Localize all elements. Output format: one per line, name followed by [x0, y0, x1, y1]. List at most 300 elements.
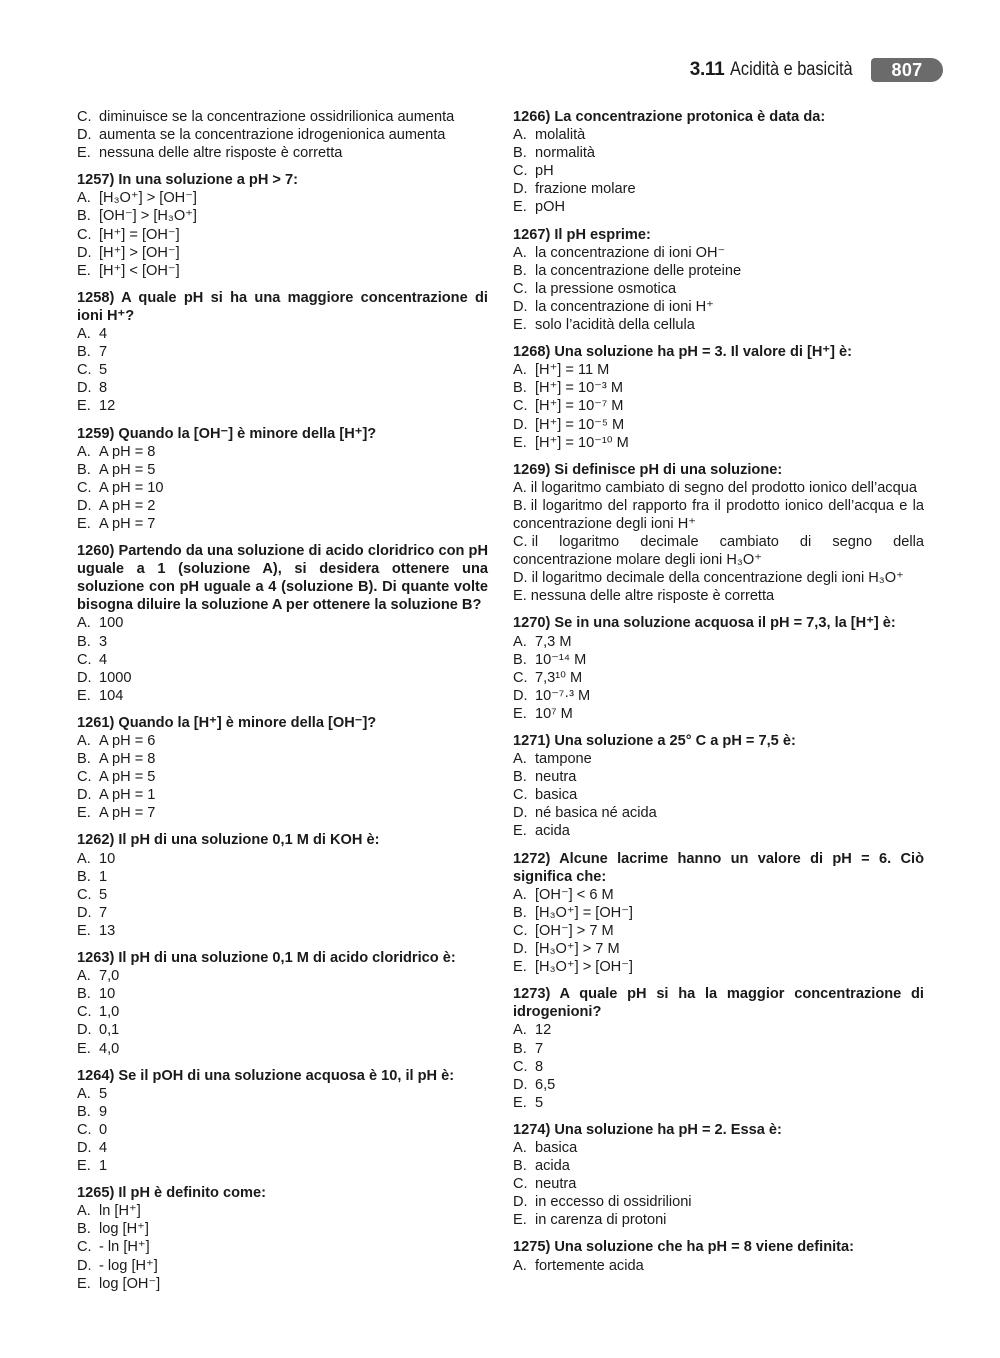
option-text: basica	[535, 1139, 578, 1156]
question-block	[513, 732, 924, 841]
option-letter: D.	[513, 805, 528, 822]
option-letter: D.	[513, 941, 528, 958]
question-block	[77, 1067, 488, 1176]
question-text: 1257) In una soluzione a pH > 7:	[77, 172, 298, 189]
option-text: 4	[99, 326, 108, 343]
option-letter: A.	[77, 443, 91, 460]
option-text: 5	[535, 1094, 544, 1111]
answer-option	[77, 1257, 488, 1275]
option-letter: A.	[77, 850, 91, 867]
option-letter: C.	[77, 651, 92, 668]
option-letter: A.	[77, 1203, 91, 1220]
answer-option	[513, 633, 924, 651]
option-text: 10⁻⁷·³ M	[535, 687, 591, 704]
option-text: A pH = 2	[99, 497, 156, 514]
option-letter: C.	[513, 1176, 528, 1193]
option-text: [H⁺] > [OH⁻]	[99, 244, 180, 261]
answer-option	[77, 651, 488, 669]
question-text: 1269) Si definisce pH di una soluzione:	[513, 461, 783, 478]
option-text: [H⁺] = 10⁻³ M	[535, 380, 623, 397]
option-text: A pH = 10	[99, 479, 164, 496]
question-text: 1270) Se in una soluzione acquosa il pH = 7,3, la [H⁺] è:	[513, 615, 896, 632]
option-letter: C.	[513, 398, 528, 415]
answer-option	[77, 850, 488, 868]
answer-option	[77, 515, 488, 533]
answer-option	[77, 669, 488, 687]
answer-option	[77, 262, 488, 280]
question-block	[77, 289, 488, 416]
option-letter: C.	[77, 886, 92, 903]
option-text: A pH = 8	[99, 443, 156, 460]
option-text: [OH⁻] < 6 M	[535, 886, 614, 903]
option-letter: A.	[513, 1257, 527, 1274]
option-text: - ln [H⁺]	[99, 1239, 150, 1256]
right-column	[513, 108, 924, 1284]
option-letter: B.	[77, 344, 91, 361]
option-letter: B.	[513, 1158, 527, 1175]
left-column	[77, 108, 488, 1302]
option-letter: D.	[77, 127, 92, 144]
answer-option	[77, 750, 488, 768]
answer-option	[77, 985, 488, 1003]
option-text: 5	[99, 886, 108, 903]
answer-option	[77, 361, 488, 379]
answer-option	[77, 343, 488, 361]
option-letter: A.	[77, 968, 91, 985]
option-text: [H⁺] = 11 M	[535, 362, 610, 379]
option-text: la pressione osmotica	[535, 280, 677, 297]
option-letter: D.	[77, 669, 92, 686]
answer-option	[77, 1220, 488, 1238]
option-letter: D.	[513, 687, 528, 704]
answer-option	[77, 868, 488, 886]
answer-option	[513, 1094, 924, 1112]
option-text: [H⁺] = [OH⁻]	[99, 226, 180, 243]
question-text: 1273) A quale pH si ha la maggior concentrazione di idrogenioni?	[513, 986, 924, 1021]
option-letter: B.	[513, 145, 527, 162]
option-letter: D.	[513, 570, 528, 587]
option-letter: B.	[77, 751, 91, 768]
option-text: 1	[99, 1158, 108, 1175]
answer-option	[77, 244, 488, 262]
option-letter: D.	[77, 380, 92, 397]
answer-option	[77, 144, 488, 162]
answer-option	[513, 1040, 924, 1058]
option-text: A pH = 7	[99, 515, 156, 532]
answer-option	[513, 651, 924, 669]
option-letter: D.	[77, 1139, 92, 1156]
answer-option	[513, 497, 924, 533]
option-text: log [H⁺]	[99, 1221, 149, 1238]
answer-option	[77, 1040, 488, 1058]
option-letter: E.	[513, 317, 527, 334]
answer-option	[77, 614, 488, 632]
answer-option	[77, 397, 488, 415]
option-letter: C.	[77, 226, 92, 243]
option-letter: D.	[513, 416, 528, 433]
option-text: 4	[99, 651, 108, 668]
answer-option	[513, 940, 924, 958]
option-letter: A.	[77, 733, 91, 749]
answer-option	[77, 1121, 488, 1139]
option-letter: D.	[513, 181, 528, 198]
option-text: 13	[99, 922, 116, 939]
option-text: 10⁻¹⁴ M	[535, 651, 587, 668]
option-text: 0	[99, 1121, 108, 1138]
answer-option	[513, 922, 924, 940]
answer-option	[513, 786, 924, 804]
option-letter: B.	[513, 497, 527, 514]
answer-option	[77, 886, 488, 904]
answer-option	[513, 886, 924, 904]
option-letter: C.	[513, 163, 528, 180]
answer-option	[77, 497, 488, 515]
answer-option	[513, 262, 924, 280]
answer-option	[513, 768, 924, 786]
option-letter: B.	[513, 904, 527, 921]
question-block	[77, 425, 488, 534]
option-letter: E.	[77, 1158, 91, 1175]
option-text: 100	[99, 615, 124, 632]
question-text: 1271) Una soluzione a 25° C a pH = 7,5 è:	[513, 733, 796, 749]
option-letter: B.	[513, 380, 527, 397]
option-letter: C.	[513, 669, 528, 686]
option-letter: B.	[77, 868, 91, 885]
question-text: 1272) Alcune lacrime hanno un valore di pH = 6. Ciò significa che:	[513, 850, 924, 885]
option-letter: E.	[77, 1040, 91, 1057]
option-letter: A.	[77, 615, 91, 632]
option-text: 7	[99, 904, 108, 921]
question-block	[513, 985, 924, 1112]
answer-option	[77, 108, 488, 126]
question-text: 1268) Una soluzione ha pH = 3. Il valore di [H⁺] è:	[513, 344, 852, 361]
option-letter: C.	[513, 922, 528, 939]
option-letter: B.	[513, 769, 527, 786]
answer-option	[513, 904, 924, 922]
question-block	[513, 343, 924, 452]
option-letter: A.	[77, 1085, 91, 1102]
answer-option	[77, 967, 488, 985]
option-letter: E.	[77, 1275, 91, 1292]
option-letter: C.	[77, 1121, 92, 1138]
answer-option	[513, 587, 924, 605]
option-text: il logaritmo decimale cambiato di segno della concentrazione molare degli ioni H₃O⁺	[513, 534, 924, 569]
option-text: [OH⁻] > [H₃O⁺]	[99, 208, 197, 225]
option-text: 104	[99, 687, 124, 704]
question-block	[513, 108, 924, 217]
option-letter: A.	[77, 190, 91, 207]
option-text: A pH = 8	[99, 751, 156, 768]
option-letter: D.	[513, 1076, 528, 1093]
option-text: A pH = 7	[99, 805, 156, 822]
option-letter: E.	[513, 959, 527, 976]
option-letter: E.	[77, 262, 91, 279]
question-text: 1266) La concentrazione protonica è data da:	[513, 109, 826, 125]
option-letter: A.	[513, 751, 527, 768]
answer-option	[513, 198, 924, 216]
answer-option	[77, 1103, 488, 1121]
option-letter: C.	[77, 769, 92, 786]
answer-option	[77, 732, 488, 750]
question-block	[77, 542, 488, 705]
question-block	[77, 171, 488, 280]
option-text: A pH = 6	[99, 733, 156, 749]
option-text: né basica né acida	[535, 805, 657, 822]
option-text: log [OH⁻]	[99, 1275, 161, 1292]
answer-option	[513, 569, 924, 587]
option-letter: A.	[77, 326, 91, 343]
answer-option	[77, 189, 488, 207]
option-letter: E.	[513, 434, 527, 451]
answer-option	[77, 325, 488, 343]
question-text: 1259) Quando la [OH⁻] è minore della [H⁺]?	[77, 425, 377, 442]
option-letter: C.	[513, 1058, 528, 1075]
option-letter: B.	[77, 208, 91, 225]
option-text: 9	[99, 1103, 108, 1120]
answer-option	[77, 922, 488, 940]
option-text: 10	[99, 986, 116, 1003]
option-letter: B.	[77, 986, 91, 1003]
option-letter: C.	[513, 280, 528, 297]
answer-option	[513, 280, 924, 298]
answer-option	[513, 669, 924, 687]
option-letter: D.	[77, 787, 92, 804]
option-text: [H⁺] = 10⁻⁵ M	[535, 416, 625, 433]
option-text: diminuisce se la concentrazione ossidrilionica aumenta	[99, 109, 455, 125]
question-text: 1265) Il pH è definito come:	[77, 1185, 266, 1202]
answer-option	[513, 958, 924, 976]
option-letter: E.	[77, 805, 91, 822]
answer-option	[513, 1076, 924, 1094]
answer-option	[513, 361, 924, 379]
option-letter: D.	[513, 298, 528, 315]
option-letter: C.	[77, 479, 92, 496]
question-block	[513, 1121, 924, 1230]
answer-option	[513, 1175, 924, 1193]
answer-option	[77, 1275, 488, 1293]
option-text: [H₃O⁺] > [OH⁻]	[535, 959, 633, 976]
option-text: ln [H⁺]	[99, 1203, 141, 1220]
option-text: 1,0	[99, 1004, 120, 1021]
question-text: 1263) Il pH di una soluzione 0,1 M di acido cloridrico è:	[77, 950, 456, 967]
answer-option	[77, 126, 488, 144]
question-text: 1261) Quando la [H⁺] è minore della [OH⁻]?	[77, 714, 377, 731]
option-letter: E.	[513, 588, 527, 605]
answer-option	[513, 379, 924, 397]
option-text: 7	[99, 344, 108, 361]
answer-option	[513, 144, 924, 162]
option-letter: E.	[77, 687, 91, 704]
answer-option	[513, 397, 924, 415]
option-text: [H₃O⁺] > [OH⁻]	[99, 190, 197, 207]
option-text: il logaritmo cambiato di segno del prodotto ionico dell’acqua	[530, 479, 917, 496]
option-text: fortemente acida	[535, 1257, 644, 1274]
option-letter: E.	[77, 515, 91, 532]
option-letter: E.	[513, 1212, 527, 1229]
answer-option	[513, 1021, 924, 1039]
option-text: 7,0	[99, 968, 120, 985]
answer-option	[77, 768, 488, 786]
option-text: aumenta se la concentrazione idrogenionica aumenta	[99, 127, 446, 144]
option-text: pH	[535, 163, 554, 180]
option-text: A pH = 5	[99, 769, 156, 786]
option-text: acida	[535, 823, 570, 840]
option-letter: D.	[77, 1257, 92, 1274]
option-text: il logaritmo decimale della concentrazione degli ioni H₃O⁺	[531, 570, 904, 587]
option-text: la concentrazione di ioni OH⁻	[535, 244, 726, 261]
section-title: Acidità e basicità	[730, 59, 854, 80]
option-text: acida	[535, 1158, 570, 1175]
option-letter: B.	[513, 1040, 527, 1057]
answer-option	[77, 633, 488, 651]
option-letter: B.	[77, 633, 91, 650]
option-letter: A.	[513, 362, 527, 379]
option-letter: B.	[513, 262, 527, 279]
answer-option	[513, 244, 924, 262]
answer-option	[77, 1021, 488, 1039]
option-text: [H⁺] < [OH⁻]	[99, 262, 180, 279]
option-text: la concentrazione di ioni H⁺	[535, 298, 714, 315]
option-letter: C.	[513, 534, 528, 551]
option-letter: D.	[77, 904, 92, 921]
option-letter: E.	[77, 922, 91, 939]
answer-option	[77, 379, 488, 397]
option-text: in carenza di protoni	[535, 1212, 667, 1229]
option-text: A pH = 5	[99, 461, 156, 478]
answer-option	[77, 786, 488, 804]
question-text: 1275) Una soluzione che ha pH = 8 viene definita:	[513, 1239, 855, 1256]
option-letter: C.	[77, 1239, 92, 1256]
option-letter: E.	[77, 145, 91, 162]
option-letter: C.	[77, 1004, 92, 1021]
answer-option	[513, 162, 924, 180]
section-number: 3.11	[689, 59, 725, 80]
option-text: [H⁺] = 10⁻¹⁰ M	[535, 434, 629, 451]
option-text: 0,1	[99, 1022, 120, 1039]
option-text: 12	[535, 1022, 552, 1039]
answer-option	[513, 1211, 924, 1229]
answer-option	[513, 316, 924, 334]
answer-option	[513, 1257, 924, 1275]
option-text: in eccesso di ossidrilioni	[535, 1194, 692, 1211]
option-text: neutra	[535, 1176, 577, 1193]
answer-option	[77, 479, 488, 497]
option-text: 12	[99, 398, 116, 415]
option-letter: B.	[77, 1221, 91, 1238]
question-block	[513, 226, 924, 335]
option-text: solo l’acidità della cellula	[535, 317, 695, 334]
answer-option	[77, 1202, 488, 1220]
option-text: [H₃O⁺] > 7 M	[535, 941, 620, 958]
option-letter: E.	[513, 1094, 527, 1111]
answer-option	[77, 207, 488, 225]
question-block	[77, 949, 488, 1058]
option-text: tampone	[535, 751, 592, 768]
option-letter: C.	[513, 787, 528, 804]
answer-option	[77, 443, 488, 461]
answer-option	[77, 1139, 488, 1157]
question-block	[513, 1238, 924, 1274]
option-letter: D.	[513, 1194, 528, 1211]
option-text: nessuna delle altre risposte è corretta	[530, 588, 775, 605]
option-letter: E.	[513, 199, 527, 216]
option-letter: A.	[513, 1022, 527, 1039]
answer-option	[513, 533, 924, 569]
answer-option	[513, 705, 924, 723]
option-text: 5	[99, 362, 108, 379]
answer-option	[77, 1085, 488, 1103]
option-text: la concentrazione delle proteine	[535, 262, 742, 279]
option-letter: A.	[513, 633, 527, 650]
option-text: 4,0	[99, 1040, 120, 1057]
option-text: 10	[99, 850, 116, 867]
question-block	[513, 850, 924, 977]
option-text: normalità	[535, 145, 596, 162]
question-block	[77, 831, 488, 940]
option-letter: C.	[77, 362, 92, 379]
option-text: 1000	[99, 669, 132, 686]
answer-option	[513, 298, 924, 316]
answer-option	[513, 1139, 924, 1157]
option-text: 8	[535, 1058, 544, 1075]
answer-option	[77, 1003, 488, 1021]
option-text: 7,3¹⁰ M	[535, 669, 583, 686]
option-text: [H⁺] = 10⁻⁷ M	[535, 398, 624, 415]
answer-option	[513, 822, 924, 840]
answer-option	[77, 461, 488, 479]
option-text: A pH = 1	[99, 787, 156, 804]
option-text: [OH⁻] > 7 M	[535, 922, 614, 939]
answer-option	[513, 1157, 924, 1175]
option-text: il logaritmo del rapporto fra il prodotto ionico dell’acqua e la concentrazione degli ioni H⁺	[513, 497, 924, 532]
option-letter: E.	[77, 398, 91, 415]
option-text: pOH	[535, 199, 566, 216]
option-letter: A.	[513, 479, 527, 496]
answer-option	[77, 904, 488, 922]
option-letter: B.	[77, 461, 91, 478]
question-block	[513, 614, 924, 723]
answer-option	[513, 479, 924, 497]
answer-option	[77, 687, 488, 705]
answer-option	[513, 126, 924, 144]
option-letter: A.	[513, 127, 527, 144]
option-letter: A.	[513, 244, 527, 261]
question-block	[513, 461, 924, 606]
option-letter: A.	[513, 886, 527, 903]
option-text: molalità	[535, 127, 586, 144]
question-text: 1274) Una soluzione ha pH = 2. Essa è:	[513, 1121, 782, 1138]
question-text: 1267) Il pH esprime:	[513, 226, 651, 243]
option-text: nessuna delle altre risposte è corretta	[99, 145, 343, 162]
answer-option	[513, 687, 924, 705]
option-text: 8	[99, 380, 108, 397]
option-text: [H₃O⁺] = [OH⁻]	[535, 904, 633, 921]
answer-option	[513, 1193, 924, 1211]
answer-option	[77, 804, 488, 822]
page-number-badge: 807	[871, 58, 943, 82]
answer-option	[513, 180, 924, 198]
running-header	[690, 58, 943, 82]
option-text: 1	[99, 868, 108, 885]
answer-option	[77, 226, 488, 244]
option-letter: E.	[513, 705, 527, 722]
answer-option	[513, 434, 924, 452]
option-letter: D.	[77, 1022, 92, 1039]
option-text: 7,3 M	[535, 633, 572, 650]
option-letter: B.	[77, 1103, 91, 1120]
question-text: 1260) Partendo da una soluzione di acido cloridrico con pH uguale a 1 (soluzione A), si desidera ottenere una soluzione con pH uguale a 4 (soluzione B). Di quante volte bisogna diluire la soluzione A per ottenere la soluzione B?	[77, 543, 488, 614]
answer-option	[513, 750, 924, 768]
